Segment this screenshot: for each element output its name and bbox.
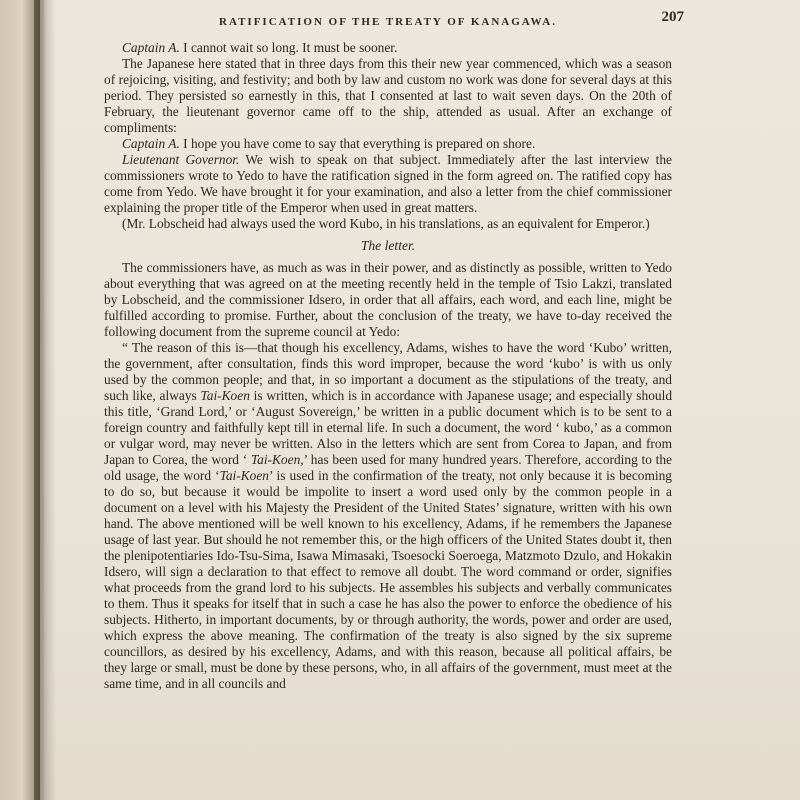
quoted-letter (104, 340, 672, 692)
paragraph-text: ’ is used in the confirmation of the treaty, not only because it is becoming to do so, but because it would be impolite to insert a word used only by the common people in a document on a level with his Majesty the President of the United States’ signature, written with his own hand. The above mentioned will be well known to his excellency, Adams, if he remembers the Japanese usage of last year. But should he not remember this, or the high officers of the United States doubt it, then the plenipotentiaries Ido-Tsu-Sima, Isawa Mimasaki, Tsoesocki Soeroega, Matzmoto Dzulo, and Hokakin Idsero, will sign a declaration to that effect to remove all doubt. The word command or order, signifies what proceeds from the grand lord to his subjects. He assembles his subjects and verbally communicates to them. Thus it speaks for itself that in such a case he has also the power to enforce the obedience of his subjects. Hitherto, in important documents, by or through authority, the words, power and order are used, which express the above meaning. The confirmation of the treaty is also signed by the six supreme councillors, as desired by his excellency, Adams, and with this reason, because all political affairs, be they large or small, must be done by these persons, who, in all affairs of the government, must meet at the same time, and in all councils and (104, 468, 672, 691)
page-number: 207 (661, 9, 684, 25)
paragraph (104, 56, 672, 136)
running-head (104, 9, 684, 36)
paragraph (104, 260, 672, 340)
paragraph-text: ’ has been used for many hundred years. Therefore, according to the old usage, the word ‘ (104, 452, 672, 483)
paragraph (104, 40, 672, 56)
paragraph (104, 136, 672, 152)
section-title: The letter. (360, 238, 416, 253)
italic-term: Tai-Koen, (250, 452, 304, 467)
paragraph (104, 216, 672, 232)
right-page (44, 0, 800, 800)
running-head-title: RATIFICATION OF THE TREATY OF KANAGAWA. (219, 16, 557, 28)
speaker-label: Captain A. (122, 40, 180, 55)
paragraph-text: I hope you have come to say that everything is prepared on shore. (183, 136, 536, 151)
paragraph-text: (Mr. Lobscheid had always used the word Kubo, in his translations, as an equivalent for Emperor.) (122, 216, 650, 231)
italic-term: Tai-Koen (219, 468, 269, 483)
book-gutter-shadow (34, 0, 56, 800)
paragraph-text: The commissioners have, as much as was in their power, and as distinctly as possible, written to Yedo about everything that was agreed on at the meeting recently held in the temple of Tsio Lakzi, translated by Lobscheid, and the commissioner Idsero, in order that all affairs, each word, and each line, might be fulfilled according to promise. Further, about the conclusion of the treaty, we have to-day received the following document from the supreme council at Yedo: (104, 260, 672, 339)
paragraph-text: “ The reason of this is—that though his excellency, Adams, wishes to have the word ‘Kubo’ written, the government, after consultation, finds this word improper, because the word ‘kubo’ is with us only used by the common people; and that, in so important a document as the stipulations of the treaty, and such like, always (104, 340, 672, 403)
paragraph-text: is written, which is in accordance with Japanese usage; and especially should this title, ‘Grand Lord,’ or ‘August Sovereign,’ be written in a public document which is to be sent to a foreign country and faithfully kept till in eternal life. In such a document, the word ‘ kubo,’ as a common or vulgar word, may never be written. Also in the letters which are sent from Corea to Japan, and from Japan to Corea, the word ‘ (104, 388, 673, 467)
paragraph-text: We wish to speak on that subject. Immediately after the last interview the commissioners wrote to Yedo to have the ratification signed in the form agreed on. The ratified copy has come from Yedo. We have brought it for your examination, and also a letter from the chief commissioner explaining the proper title of the Emperor when used in great matters. (104, 152, 672, 215)
speaker-label: Lieutenant Governor. (122, 152, 240, 167)
paragraph (104, 152, 672, 216)
paragraph-text: The Japanese here stated that in three days from this their new year commenced, which was a season of rejoicing, visiting, and festivity; and both by law and custom no work was done for several days at this period. They persisted so earnestly in this, that I consented at last to wait seven days. On the 20th of February, the lieutenant governor came off to the ship, attended as usual. After an exchange of compliments: (104, 56, 672, 135)
speaker-label: Captain A. (122, 136, 180, 151)
italic-term: Tai-Koen (200, 388, 250, 403)
page-text-block (104, 9, 684, 692)
paragraph-text: I cannot wait so long. It must be sooner. (183, 40, 398, 55)
